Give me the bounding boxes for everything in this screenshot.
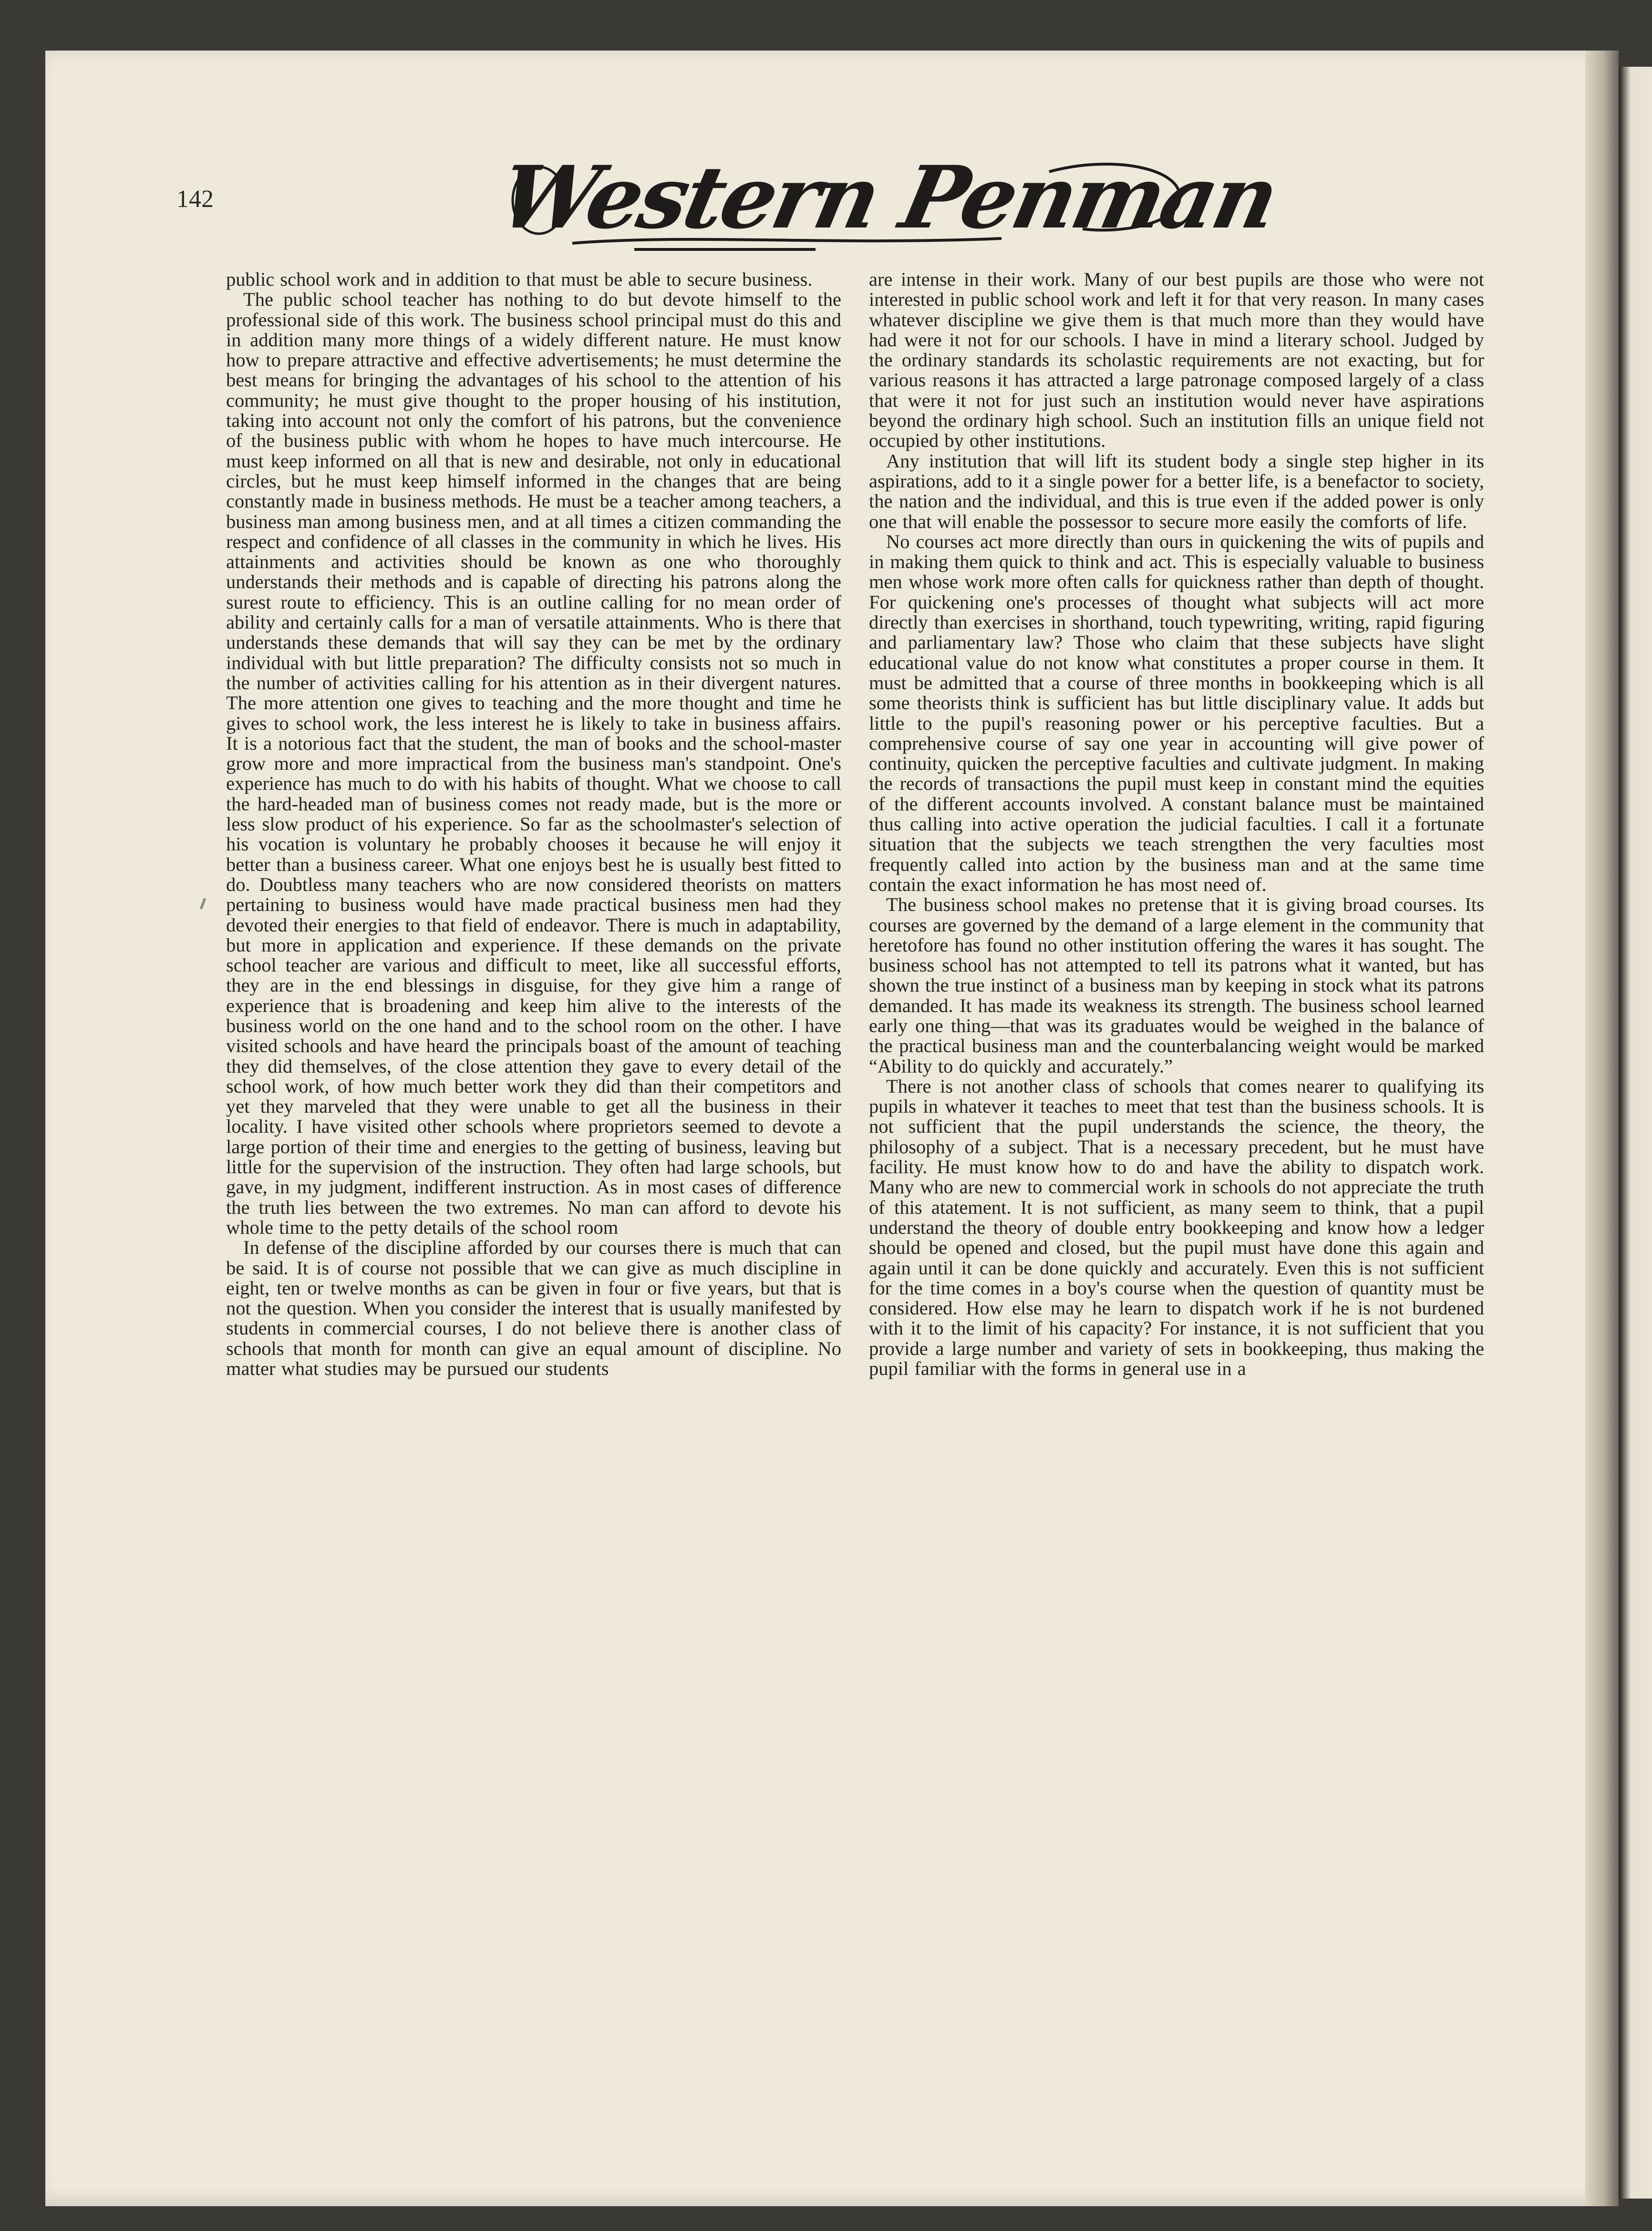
paragraph: There is not another class of schools that comes nearer to qualifying its pupils in whatever it teaches to meet that test than the business schools. It is not sufficient that the pupil understands the science, the theory, the philosophy of a subject. That is a necessary precedent, but he must have facility. He must know how to do and have the ability to dispatch work. Many who are new to commercial work in schools do not appreciate the truth of this atatement. It is not sufficient, as many seem to think, that a pupil understand the theory of double entry bookkeeping and know how a ledger should be opened and closed, but the pupil must have done this again and again until it can be done quickly and accurately. Even this is not sufficient for the time comes in a boy's course when the question of quantity must be considered. How else may he learn to dispatch work if he is not burdened with it to the limit of his capacity? For instance, it is not sufficient that you provide a large number and variety of sets in bookkeeping, thus making the pupil familiar with the forms in general use in a xyxy=(869,1075,1484,1380)
left-column xyxy=(226,269,841,2129)
paragraph: are intense in their work. Many of our best pupils are those who were not interested in public school work and left it for that very reason. In many cases whatever discipline we give them is that much more than they would have had were it not for our schools. I have in mind a literary school. Judged by the ordinary standards its scholastic requirements are not exacting, but for various reasons it has attracted a large patronage composed largely of a class that were it not for just such an institution would never have aspirations beyond the ordinary high school. Such an institution fills an unique field not occupied by other institutions. xyxy=(869,269,1484,452)
paragraph: Any institution that will lift its student body a single step higher in its aspirations, add to it a single power for a better life, is a benefactor to society, the nation and the individual, and this is true even if the added power is only one that will enable the possessor to secure more easily the comforts of life. xyxy=(869,450,1484,532)
masthead xyxy=(491,143,1285,262)
paragraph: The public school teacher has nothing to do but devote himself to the professional side of this work. The business school principal must do this and in addition many more things of a widely different nature. He must know how to prepare attractive and effective advertisements; he must determine the best means for bringing the advantages of his school to the attention of his community; he must give thought to the proper housing of his institution, taking into account not only the comfort of his patrons, but the convenience of the business public with whom he hopes to have much intercourse. He must keep informed on all that is new and desirable, not only in educational circles, but he must keep himself informed in the changes that are being constantly made in business methods. He must be a teacher among teachers, a business man among business men, and at all times a citizen commanding the respect and confidence of all classes in the community in which he lives. His attainments and activities should be known as one who thoroughly understands their methods and is capable of directing his patrons along the surest route to efficiency. This is an outline calling for no mean order of ability and certainly calls for a man of versatile attainments. Who is there that understands these demands that will say they can be met by the ordinary individual with but little preparation? The difficulty consists not so much in the number of activities calling for his attention as in their divergent natures. The more attention one gives to teaching and the more thought and time he gives to school work, the less interest he is likely to take in business affairs. It is a notorious fact that the student, the man of books and the school-master grow more and more impractical from the business man's standpoint. One's experience has much to do with his habits of thought. What we choose to call the hard-headed man of business comes not ready made, but is the more or less slow product of his experience. So far as the schoolmaster's selection of his vocation is voluntary he probably chooses it because he will enjoy it better than a business career. What one enjoys best he is usually best fitted to do. Doubtless many teachers who are now considered theorists on matters pertaining to business would have made practical business men had they devoted their energies to that field of endeavor. There is much in adaptability, but more in application and experience. If these demands on the private school teacher are various and difficult to meet, like all successful efforts, they are in the end blessings in disguise, for they give him a range of experience that is broadening and keep him alive to the interests of the business world on the one hand and to the school room on the other. I have visited schools and have heard the principals boast of the amount of teaching they did themselves, of the close attention they gave to every detail of the school work, of how much better work they did than their competitors and yet they marveled that they were unable to get all the business in their locality. I have visited other schools where proprietors seemed to devote a large portion of their time and energies to the getting of business, leaving but little for the supervision of the instruction. They often had large schools, but gave, in my judgment, indifferent instruction. As in most cases of difference the truth lies between the two extremes. No man can afford to devote his whole time to the petty details of the school room xyxy=(226,289,841,1238)
paragraph: public school work and in addition to that must be able to secure business. xyxy=(226,269,813,290)
masthead-title: Western Penman xyxy=(491,147,1285,248)
page-gutter-shadow xyxy=(1585,51,1619,2206)
adjacent-page-edge xyxy=(1619,67,1652,2199)
page-number: 142 xyxy=(176,186,214,213)
paragraph: No courses act more directly than ours in quickening the wits of pupils and in making them quick to think and act. This is especially valuable to business men whose work more often calls for quickness rather than depth of thought. For quickening one's processes of thought what subjects will act more directly than exercises in shorthand, touch typewriting, writing, rapid figuring and parliamentary law? Those who claim that these subjects have slight educational value do not know what constitutes a proper course in them. It must be admitted that a course of three months in bookkeeping which is all some theorists think is sufficient has but little disciplinary value. It adds but little to the pupil's reasoning power or his perceptive faculties. But a comprehensive course of say one year in accounting will give power of continuity, quicken the perceptive faculties and cultivate judgment. In making the records of transactions the pupil must keep in constant mind the equities of the different accounts involved. A constant balance must be maintained thus calling into active operation the judicial faculties. I call it a fortunate situation that the subjects we teach strengthen the very faculties most frequently called into action by the business man and at the same time contain the exact information he has most need of. xyxy=(869,530,1484,895)
paragraph: The business school makes no pretense that it is giving broad courses. Its courses are governed by the demand of a large element in the community that heretofore has found no other institution offering the wares it has sought. The business school has not attempted to tell its patrons what it wanted, but has shown the true instinct of a business man by keeping in stock what its patrons demanded. It has made its weakness its strength. The business school learned early one thing—that was its graduates would be weighed in the balance of the practical business man and the counterbalancing weight would be marked “Ability to do quickly and accurately.” xyxy=(869,894,1484,1077)
paragraph: In defense of the discipline afforded by our courses there is much that can be said. It is of course not possible that we can give as much discipline in eight, ten or twelve months as can be given in four or five years, but that is not the question. When you consider the interest that is usually manifested by students in commercial courses, I do not believe there is another class of schools that month for month can give an equal amount of discipline. No matter what studies may be pursued our students xyxy=(226,1237,841,1380)
right-column xyxy=(869,269,1484,2129)
